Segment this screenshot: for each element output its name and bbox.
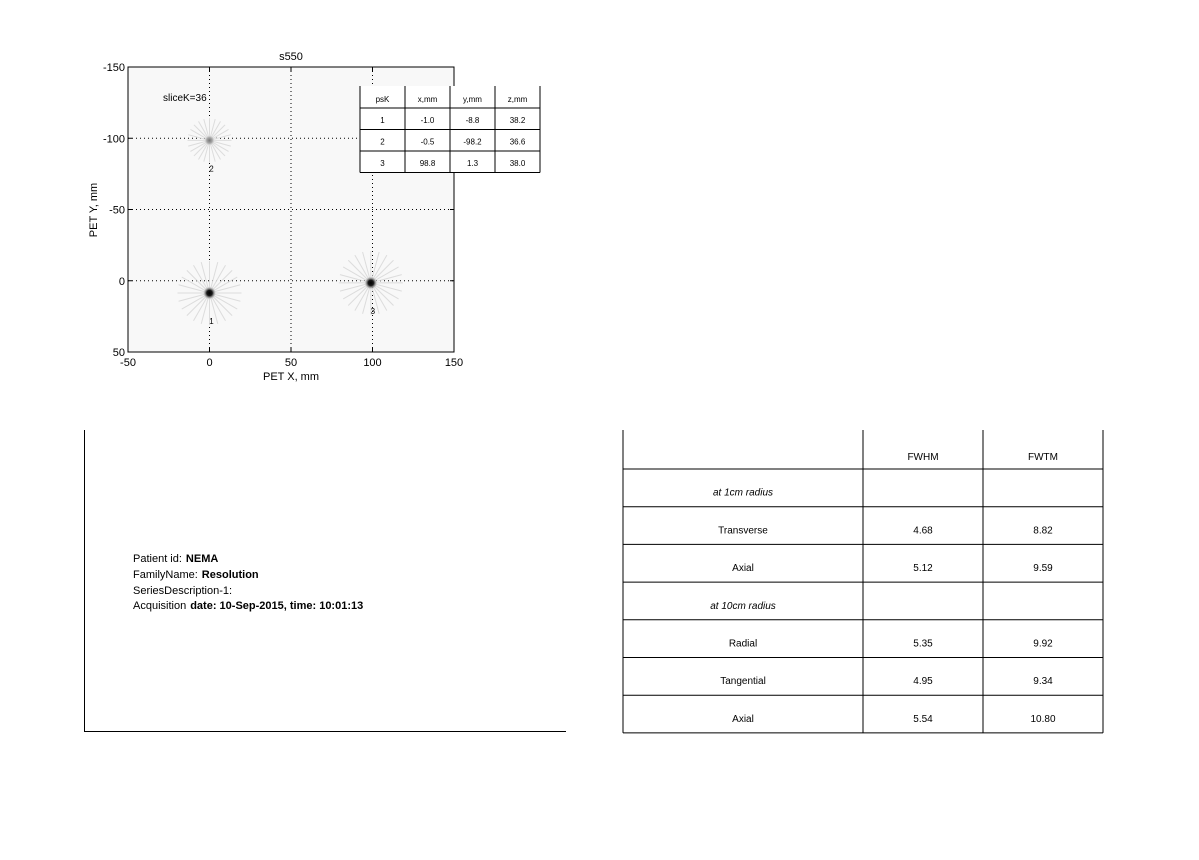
inset-cell: 2 [380,137,385,147]
point-marker [364,276,378,290]
inset-header-cell: psK [375,95,390,104]
table-header-cell: FWTM [1028,452,1058,463]
fwhm-cell: 5.35 [913,638,933,650]
x-tick-label: 150 [444,357,464,369]
inset-header-cell: z,mm [507,95,528,104]
inset-cell: -1.0 [420,116,435,125]
table-row-label: at 10cm radius [710,600,776,612]
fwhm-cell: 5.12 [913,563,933,575]
x-tick-label: -50 [120,357,136,369]
fwhm-cell: 4.95 [913,676,933,688]
inset-cell: 36.6 [509,137,526,147]
family-name-label: FamilyName: [133,569,198,581]
fwhm-cell: 4.68 [913,525,933,537]
y-axis-label: PET Y, mm [88,182,100,238]
table-row [729,639,1053,650]
point-label: 3 [370,306,376,316]
table-row-label: Axial [732,713,754,725]
resolution-table [620,428,1110,734]
table-row [720,676,1053,687]
table-row [710,601,776,612]
chart-title: s550 [279,51,303,63]
fwtm-cell: 8.82 [1033,525,1053,537]
table-row-label: Transverse [718,525,768,537]
acquisition-label: Acquisition [133,600,187,612]
series-label: SeriesDescription-1: [133,585,233,597]
fwtm-cell: 9.92 [1033,638,1053,650]
table-row-label: Tangential [720,676,766,688]
x-tick-label: 0 [206,357,213,369]
x-axis-label: PET X, mm [262,371,320,383]
fwtm-cell: 10.80 [1030,713,1056,725]
inset-cell: 1.3 [466,159,479,168]
table-row-label: at 1cm radius [712,487,774,499]
acquisition-value: date: 10-Sep-2015, time: 10:01:13 [190,600,364,612]
table-header-cell: FWHM [907,452,939,463]
table-row-label: Radial [728,638,758,650]
table-row [713,488,773,499]
y-tick-label: 0 [118,275,125,288]
point-label: 2 [209,164,214,174]
inset-cell: -0.5 [420,137,435,147]
family-name-value: Resolution [201,569,259,581]
pet-slice-chart [0,0,600,400]
slice-annotation: sliceK=36 [163,93,207,104]
patient-id-value: NEMA [185,553,219,565]
inset-cell: 38.0 [509,159,526,168]
y-tick-label: -100 [102,133,125,146]
table-row [732,714,1056,725]
inset-cell: -8.8 [465,116,480,125]
inset-header-cell: y,mm [463,95,482,104]
inset-cell: 38.2 [509,116,526,125]
table-row [718,525,1053,536]
inset-cell: 3 [380,159,385,168]
point-marker [203,286,217,300]
y-tick-label: 50 [112,347,125,359]
acquisition-line [133,600,363,612]
inset-cell: 1 [380,116,385,125]
inset-header-cell: x,mm [417,95,438,104]
point-marker [204,134,216,146]
fwtm-cell: 9.59 [1033,563,1053,575]
point-label: 1 [209,317,214,327]
x-tick-label: 50 [284,357,298,369]
patient-id-label: Patient id: [133,553,182,565]
fwhm-cell: 5.54 [913,713,933,725]
inset-cell: 98.8 [419,159,436,168]
y-tick-label: -150 [102,62,125,74]
series-line [133,585,232,597]
table-row-label: Axial [732,563,754,575]
x-tick-label: 100 [363,357,382,369]
table-row [732,563,1053,574]
y-tick-label: -50 [109,204,125,217]
patient-info-panel [84,430,566,732]
inset-cell: -98.2 [463,137,482,147]
family-name-line [133,569,259,581]
patient-id-line [133,553,218,565]
fwtm-cell: 9.34 [1033,676,1053,688]
